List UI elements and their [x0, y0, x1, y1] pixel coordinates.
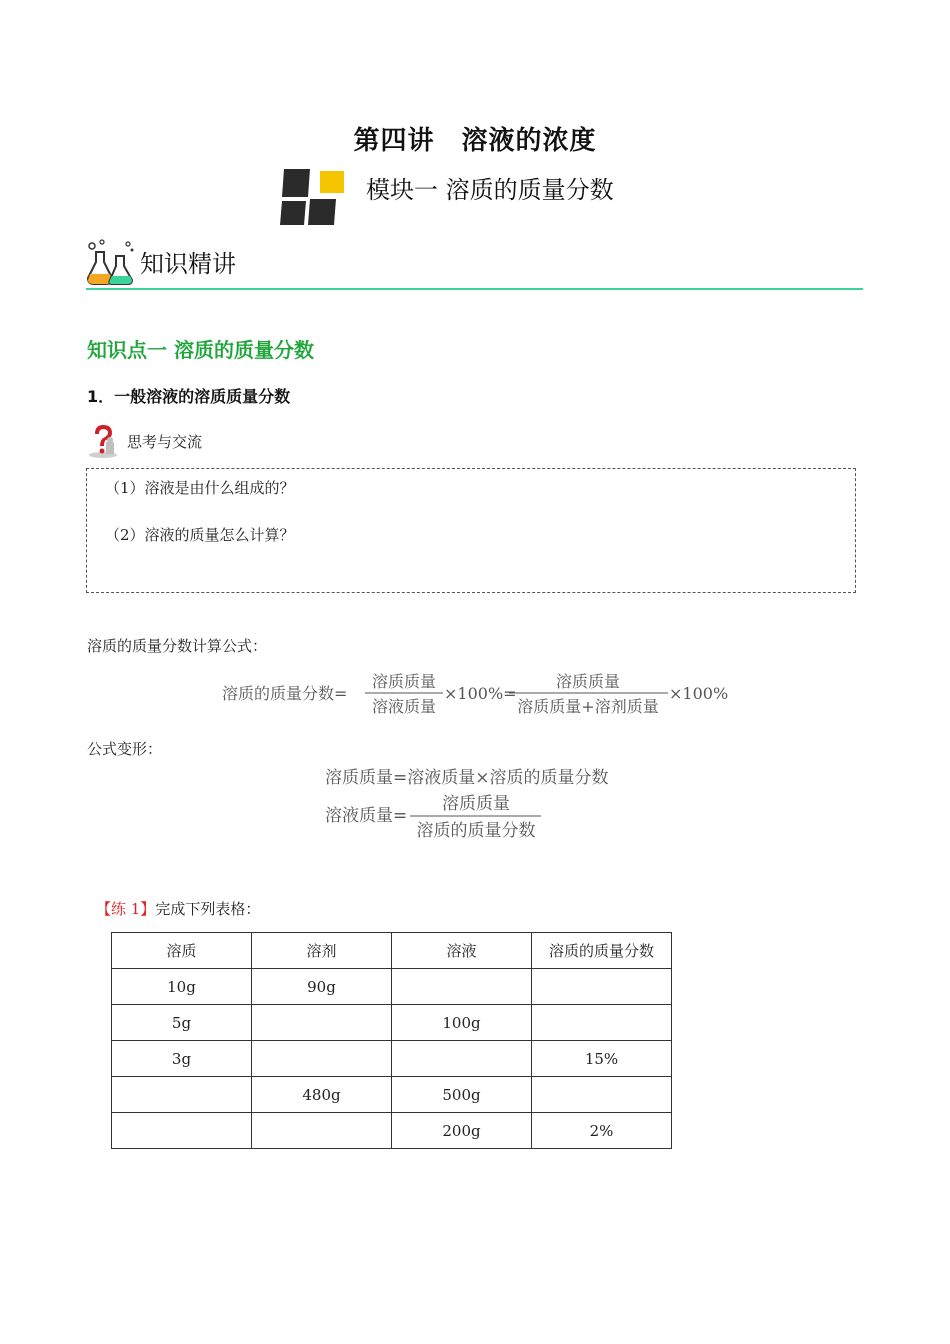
table-header-cell: 溶质 [112, 933, 252, 969]
transform-formula-1: 溶质质量=溶液质量×溶质的质量分数 [325, 768, 609, 788]
table-header-cell: 溶液 [392, 933, 532, 969]
table-row [112, 1113, 672, 1149]
formula-times: ×100% [669, 684, 729, 703]
table-cell [392, 1041, 532, 1077]
formula-lhs: 溶质的质量分数= [222, 684, 348, 703]
formula-numerator: 溶质质量 [371, 672, 437, 691]
table-header-cell: 溶质的质量分数 [532, 933, 672, 969]
section-title: 知识精讲 [140, 250, 236, 278]
formula-times: ×100%= [444, 684, 517, 703]
table-cell: 100g [392, 1005, 532, 1041]
table-cell [532, 1077, 672, 1113]
think-label: 思考与交流 [127, 433, 203, 451]
subsection-title: 1．一般溶液的溶质质量分数 [87, 387, 291, 406]
table-cell: 3g [112, 1041, 252, 1077]
table-cell [112, 1077, 252, 1113]
table-cell: 480g [252, 1077, 392, 1113]
table-cell [112, 1113, 252, 1149]
table-cell: 10g [112, 969, 252, 1005]
mass-fraction-formula [222, 668, 742, 720]
formula-lhs: 溶液质量= [325, 806, 408, 826]
table-cell: 500g [392, 1077, 532, 1113]
knowledge-point-title: 知识点一 溶质的质量分数 [87, 338, 314, 362]
exercise-table [111, 932, 672, 1149]
table-row [112, 1041, 672, 1077]
table-cell [252, 1113, 392, 1149]
module-title: 模块一 溶质的质量分数 [366, 176, 614, 204]
section-divider [86, 288, 863, 290]
formula-denominator: 溶质质量+溶剂质量 [517, 697, 659, 716]
question-mark-icon [86, 422, 120, 458]
table-cell: 2% [532, 1113, 672, 1149]
formula-denominator: 溶质的质量分数 [416, 821, 536, 841]
table-cell: 15% [532, 1041, 672, 1077]
transform-formula-2 [324, 791, 564, 843]
table-cell [532, 1005, 672, 1041]
exercise-tag: 【练 1】 [96, 900, 156, 918]
think-discussion-box [86, 468, 856, 593]
formula-numerator: 溶质质量 [442, 794, 510, 814]
table-cell: 200g [392, 1113, 532, 1149]
lab-flask-icon [86, 238, 136, 286]
question-item: （1）溶液是由什么组成的？ [105, 479, 295, 497]
table-row [112, 1077, 672, 1113]
page-title: 第四讲 溶液的浓度 [353, 126, 597, 156]
table-cell [252, 1041, 392, 1077]
exercise-text: 完成下列表格： [155, 900, 261, 918]
table-cell: 5g [112, 1005, 252, 1041]
table-cell [532, 969, 672, 1005]
table-cell [392, 969, 532, 1005]
formula-numerator: 溶质质量 [555, 672, 621, 691]
question-item: （2）溶液的质量怎么计算？ [105, 526, 295, 544]
table-cell [252, 1005, 392, 1041]
formula-label: 溶质的质量分数计算公式： [87, 637, 268, 655]
table-row [112, 969, 672, 1005]
module-logo-icon [280, 167, 348, 227]
table-header-row [112, 933, 672, 969]
table-header-cell: 溶剂 [252, 933, 392, 969]
table-row [112, 1005, 672, 1041]
transform-label: 公式变形： [87, 740, 163, 758]
formula-denominator: 溶液质量 [371, 697, 437, 716]
exercise-label [96, 898, 260, 919]
table-cell: 90g [252, 969, 392, 1005]
